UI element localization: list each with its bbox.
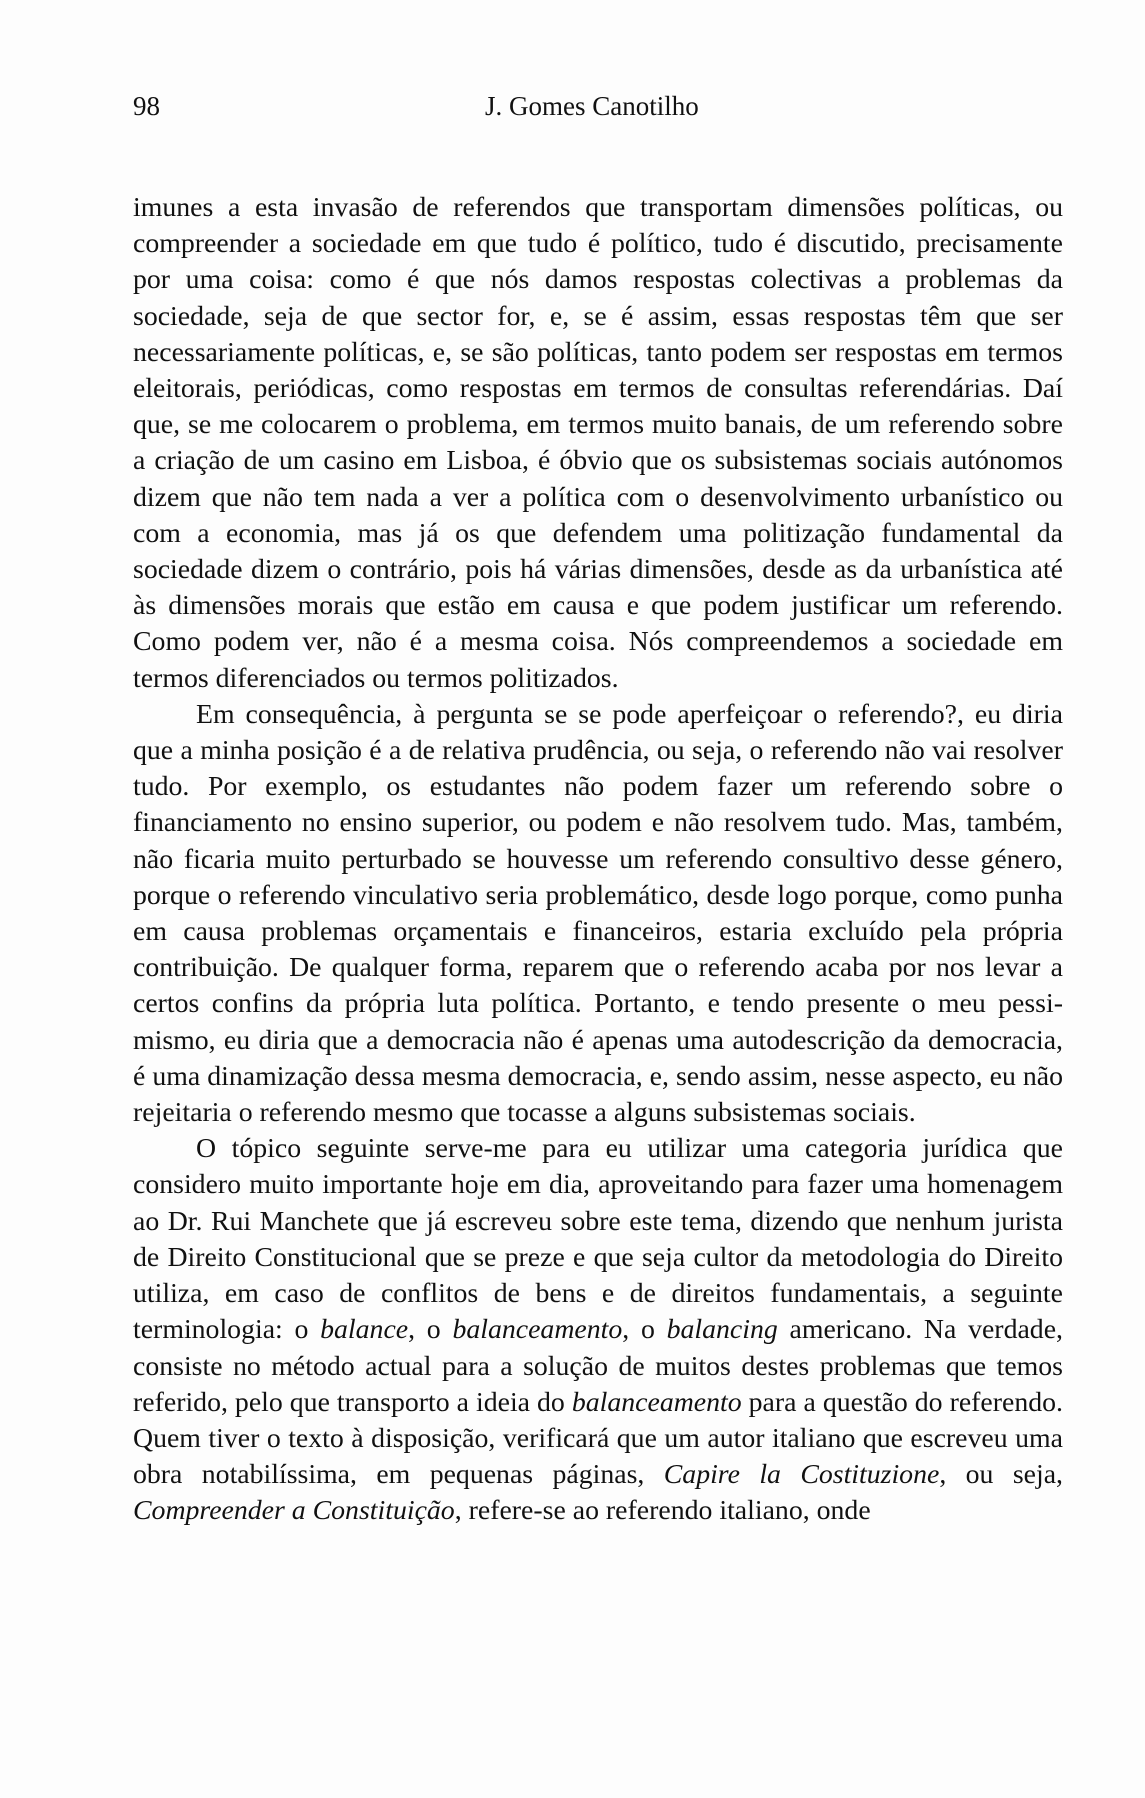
- text-segment: para a questão do referendo. Quem tiver o texto à disposição, verificará que um autor italiano que escreveu uma obra notabilíssima, em pequenas páginas,: [133, 1386, 1063, 1491]
- text-segment: , o: [408, 1314, 453, 1346]
- text-segment: americano. Na verdade, consiste no método actual para a solução de muitos destes problemas que temos referido, pelo que transporto a ideia do: [133, 1314, 1063, 1418]
- running-header: [133, 86, 1063, 126]
- header-author: J. Gomes Canotilho: [485, 91, 699, 121]
- italic-term: balance: [320, 1314, 409, 1346]
- paragraph: Em consequência, à pergunta se se pode aperfeiçoar o referendo?, eu diria que a minha posição é a de relativa prudência, ou seja, o referendo não vai resolver tudo. Por exemplo, os estudantes não podem fazer um referendo sobre o financiamento no ensino superior, ou podem e não resolvem tudo. Mas, também, não ficaria muito perturbado se houvesse um referendo consultivo desse género, porque o referendo vinculativo seria problemático, desde logo porque, como punha em causa problemas orçamentais e financeiros, estaria excluído pela própria contribuição. De qualquer forma, reparem que o referendo acaba por nos levar a certos confins da própria luta política. Portanto, e tendo presente o meu pessimismo, eu diria que a democracia não é apenas uma autodescrição da democracia, é uma dinamização dessa mesma democracia, e, sendo assim, nesse aspecto, eu não rejeitaria o referendo mesmo que tocasse a alguns subsistemas sociais.: [133, 698, 1063, 1129]
- italic-book-title: Capire la Costituzione: [663, 1459, 940, 1491]
- italic-term: balanceamento: [452, 1314, 623, 1346]
- paragraph: imunes a esta invasão de referendos que transportam dimensões políticas, ou compreender a sociedade em que tudo é político, tudo é discutido, precisamente por uma coisa: como é que nós damos respostas colectivas a problemas da sociedade, seja de que sector for, e, se é assim, essas respostas têm que ser necessariamente políticas, e, se são políticas, tanto podem ser respostas em termos eleitorais, periódicas, como respostas em termos de consultas referendárias. Daí que, se me colocarem o problema, em termos muito banais, de um referendo sobre a criação de um casino em Lisboa, é óbvio que os subsistemas sociais autónomos dizem que não tem nada a ver a política com o desenvolvimento urbanístico ou com a economia, mas já os que defendem uma politização fundamental da sociedade dizem o contrário, pois há várias dimensões, desde as da urbanística até às dimensões morais que estão em causa e que podem justificar um referendo. Como podem ver, não é a mesma coisa. Nós compreendemos a sociedade em termos diferenciados ou termos politizados.: [133, 192, 1063, 694]
- italic-term: balancing: [666, 1314, 778, 1346]
- text-segment: O tópico seguinte serve-me para eu utilizar uma categoria jurídica que considero muito importante hoje em dia, aproveitando para fazer uma homenagem ao Dr. Rui Manchete que já escreveu sobre este tema, dizendo que nenhum jurista de Direito Constitucional que se preze e que seja cultor da metodologia do Direito utiliza, em caso de conflitos de bens e de direitos fundamentais, a seguinte terminologia: o: [133, 1133, 1063, 1346]
- body-text: [133, 190, 1063, 1530]
- text-segment: , ou seja,: [939, 1459, 1064, 1491]
- text-segment: , refere-se ao referendo italiano, onde: [454, 1495, 871, 1527]
- page-number: 98: [133, 91, 160, 121]
- paragraph: [133, 1131, 1063, 1529]
- italic-term: balanceamento: [571, 1386, 742, 1418]
- italic-book-title: Compreender a Constituição: [133, 1495, 455, 1527]
- text-segment: , o: [622, 1314, 667, 1346]
